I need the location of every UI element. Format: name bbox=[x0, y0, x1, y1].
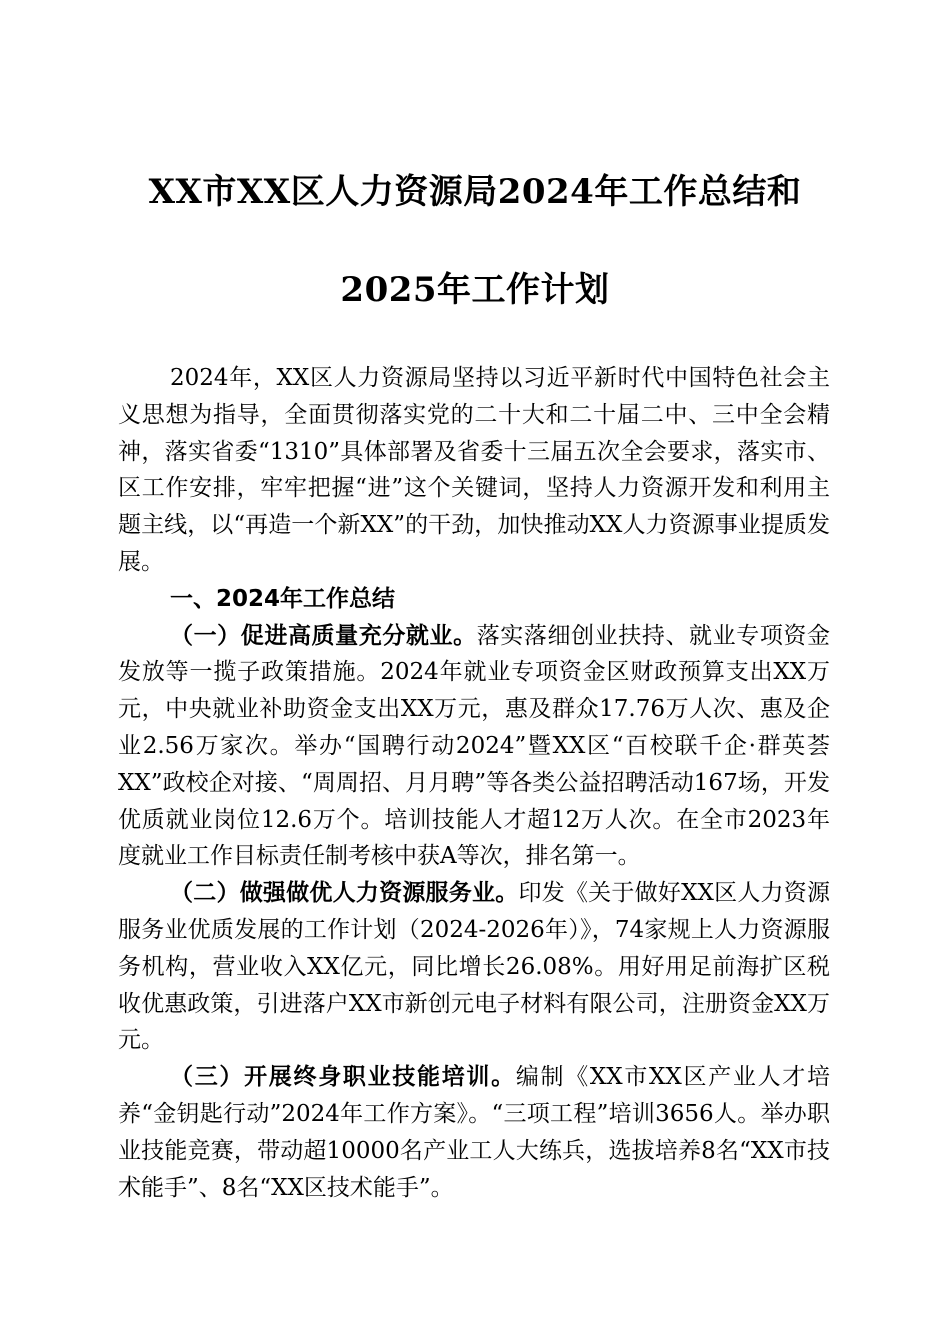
intro-paragraph: 2024年，XX区人力资源局坚持以习近平新时代中国特色社会主义思想为指导，全面贯彻落实党的二十大和二十届二中、三中全会精神，落实省委“1310”具体部署及省委十三届五次全会要求，落实市、区工作安排，牢牢把握“进”这个关键词，坚持人力资源开发和利用主题主线，以“再造一个新XX”的干劲，加快推动XX人力资源事业提质发展。 bbox=[118, 365, 830, 575]
item-lead: （一）促进高质量充分就业。 bbox=[170, 621, 477, 649]
section-item-paragraph bbox=[118, 1059, 830, 1206]
document-body bbox=[118, 360, 830, 1206]
item-lead: （二）做强做优人力资源服务业。 bbox=[170, 879, 519, 907]
item-text: 印发《关于做好XX区人力资源服务业优质发展的工作计划（2024-2026年）》，74家规上人力资源服务机构，营业收入XX亿元，同比增长26.08%。用好用足前海扩区税收优惠政策，引进落户XX市新创元电子材料有限公司，注册资金XX万元。 bbox=[118, 880, 831, 1054]
item-lead: （三）开展终身职业技能培训。 bbox=[170, 1063, 516, 1091]
section-item-paragraph bbox=[118, 875, 830, 1059]
item-text: 编制《XX市XX区产业人才培养“金钥匙行动”2024年工作方案》。“三项工程”培训3656人。举办职业技能竞赛，带动超10000名产业工人大练兵，选拔培养8名“XX市技术能手”、8名“XX区技术能手”。 bbox=[118, 1064, 831, 1201]
document-title-line-1: XX市XX区人力资源局2024年工作总结和 bbox=[148, 172, 802, 212]
section-heading: 一、2024年工作总结 bbox=[170, 585, 396, 612]
item-text: 落实落细创业扶持、就业专项资金发放等一揽子政策措施。2024年就业专项资金区财政预算支出XX万元，中央就业补助资金支出XX万元，惠及群众17.76万人次、惠及企业2.56万家次。举办“国聘行动2024”暨XX区“百校联千企·群英荟XX”政校企对接、“周周招、月月聘”等各类公益招聘活动167场，开发优质就业岗位12.6万个。培训技能人才超12万人次。在全市2023年度就业工作目标责任制考核中获A等次，排名第一。 bbox=[118, 622, 831, 870]
section-item-paragraph bbox=[118, 618, 830, 876]
document-title-line-2: 2025年工作计划 bbox=[340, 270, 610, 310]
